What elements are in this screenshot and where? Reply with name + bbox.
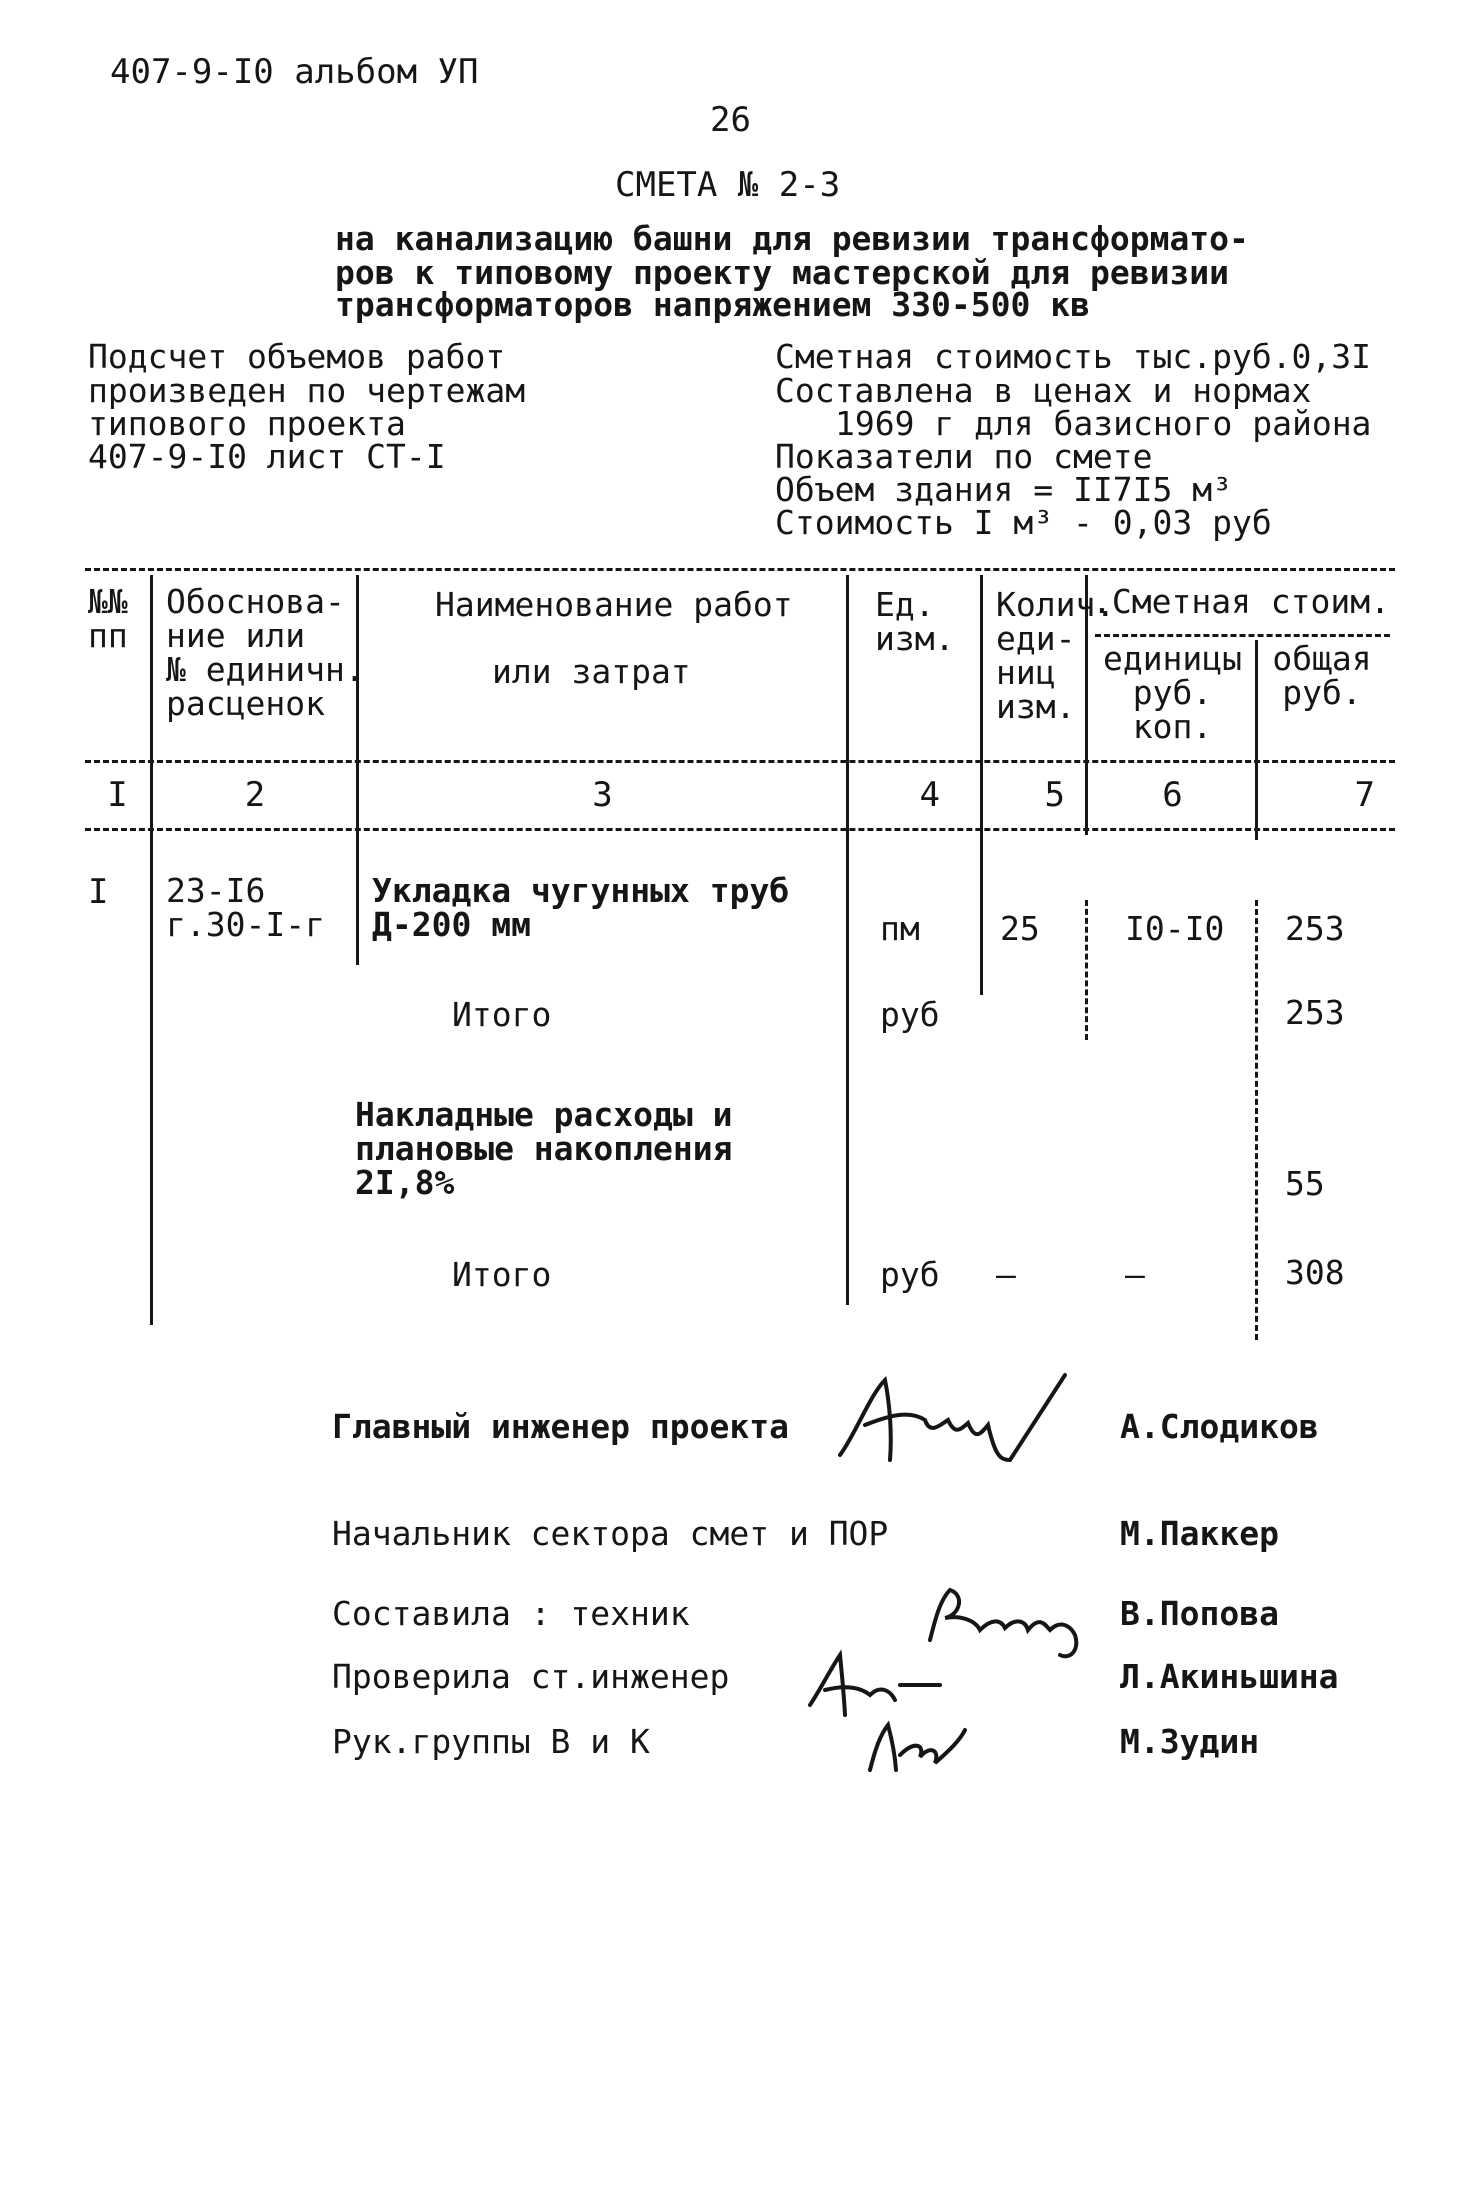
column-number-5: 5 <box>1044 775 1065 815</box>
header-col1 <box>88 582 148 655</box>
row4-unit-cost: – <box>1125 1255 1145 1294</box>
subtitle-line-1: на канализацию башни для ревизии трансформато- <box>335 219 1249 258</box>
row3-total: 55 <box>1285 1164 1325 1203</box>
signature-role-1: Главный инженер проекта <box>332 1407 789 1446</box>
row1-qty: 25 <box>1000 909 1040 948</box>
column-number-6: 6 <box>1162 775 1183 815</box>
column-number-2: 2 <box>244 775 266 815</box>
header-col3-line-1: Наименование работ <box>435 585 793 624</box>
header-col6-line-2: руб. <box>1132 673 1213 712</box>
info-left-line-2: произведен по чертежам <box>88 371 526 410</box>
column-divider-6-lower <box>1255 900 1258 1340</box>
handwritten-signatures-checkers <box>800 1645 1020 1785</box>
row4-total: 308 <box>1285 1253 1345 1292</box>
info-right-line-6: Стоимость I м³ - 0,03 руб <box>775 503 1272 542</box>
row1-basis <box>166 871 325 944</box>
signature-name-4: Л.Акиньшина <box>1120 1657 1339 1696</box>
header-col2-line-4: расценок <box>166 684 325 723</box>
signature-role-5: Рук.группы В и К <box>332 1722 650 1761</box>
row2-unit: руб <box>880 995 940 1034</box>
page-number: 26 <box>710 100 751 140</box>
info-right-line-3: 1969 г для базисного района <box>835 404 1372 443</box>
signature-role-4: Проверила ст.инженер <box>332 1657 730 1696</box>
row3-name-line-2: плановые накопления <box>355 1129 733 1168</box>
header-col7-line-1: общая <box>1272 639 1372 678</box>
header-col6-line-3: коп. <box>1132 707 1213 746</box>
header-col7 <box>1262 639 1382 712</box>
info-left-line-4: 407-9-I0 лист СТ-I <box>88 437 446 476</box>
column-divider-5-lower <box>1085 900 1088 1040</box>
header-col6-line-1: единицы <box>1102 639 1243 678</box>
info-right-line-2: Составлена в ценах и нормах <box>775 371 1312 410</box>
handwritten-signature-chief-engineer <box>830 1365 1080 1475</box>
header-col3-line-2: или затрат <box>492 652 691 691</box>
row2-name: Итого <box>452 995 552 1034</box>
row2-total: 253 <box>1285 993 1345 1032</box>
header-col5-line-3: ниц <box>996 653 1056 692</box>
row1-name-line-2: Д-200 мм <box>372 905 531 944</box>
info-right-line-4: Показатели по смете <box>775 437 1153 476</box>
header-col5-line-4: изм. <box>996 687 1076 726</box>
header-col4 <box>875 585 955 658</box>
header-col2-line-1: Обоснова- <box>166 582 345 621</box>
header-col2 <box>166 582 365 723</box>
header-cost-group: .Сметная стоим. <box>1092 582 1391 621</box>
document-title: СМЕТА № 2-3 <box>615 165 841 205</box>
row4-unit: руб <box>880 1255 940 1294</box>
header-col4-line-1: Ед. <box>875 585 935 624</box>
column-number-3: 3 <box>592 775 613 815</box>
header-bottom-rule <box>85 760 1395 763</box>
column-divider-1 <box>150 575 153 1325</box>
column-divider-4 <box>980 575 983 995</box>
subtitle-line-3: трансформаторов напряжением 330-500 кв <box>335 285 1090 324</box>
row1-unit-cost: I0-I0 <box>1125 909 1225 948</box>
signature-role-3: Составила : техник <box>332 1594 690 1633</box>
signature-name-2: М.Паккер <box>1120 1514 1279 1553</box>
signature-role-2: Начальник сектора смет и ПОР <box>332 1514 889 1553</box>
row1-name-line-1: Укладка чугунных труб <box>372 871 790 910</box>
row3-name <box>355 1095 733 1202</box>
row1-total: 253 <box>1285 909 1345 948</box>
row3-name-line-3: 2I,8% <box>355 1163 455 1202</box>
table-top-rule <box>85 568 1395 571</box>
column-divider-3 <box>846 575 849 1305</box>
header-col1-line-1: №№ <box>88 582 128 621</box>
signature-name-1: А.Слодиков <box>1120 1407 1319 1446</box>
header-col1-line-2: пп <box>88 616 128 655</box>
info-right-line-5: Объем здания = II7I5 м³ <box>775 470 1232 509</box>
header-col6 <box>1090 639 1255 746</box>
info-left-line-3: типового проекта <box>88 404 406 443</box>
header-col5-line-2: еди- <box>996 619 1076 658</box>
info-left-line-1: Подсчет объемов работ <box>88 337 506 376</box>
row1-basis-line-2: г.30-I-г <box>166 905 325 944</box>
subtitle-line-2: ров к типовому проекту мастерской для ревизии <box>335 253 1230 292</box>
column-number-4: 4 <box>919 775 940 815</box>
signature-name-3: В.Попова <box>1120 1594 1279 1633</box>
row1-name <box>372 871 790 944</box>
column-number-7: 7 <box>1354 775 1375 815</box>
info-right-line-1: Сметная стоимость тыс.руб.0,3I <box>775 337 1372 376</box>
header-col2-line-2: ние или <box>166 616 306 655</box>
album-reference: 407-9-I0 альбом УП <box>110 52 479 92</box>
header-col4-line-2: изм. <box>875 619 955 658</box>
column-number-1: I <box>107 775 128 815</box>
row4-qty: – <box>996 1255 1016 1294</box>
row1-basis-line-1: 23-I6 <box>166 871 266 910</box>
row1-num: I <box>88 872 109 912</box>
signature-name-5: М.Зудин <box>1120 1722 1260 1761</box>
row3-name-line-1: Накладные расходы и <box>355 1095 733 1134</box>
header-col5-line-1: Колич. <box>996 585 1116 624</box>
row1-unit: пм <box>880 909 920 948</box>
row4-name: Итого <box>452 1255 552 1294</box>
cost-group-rule <box>1095 634 1390 637</box>
column-divider-6 <box>1255 640 1258 840</box>
header-col7-line-2: руб. <box>1282 673 1362 712</box>
numbers-bottom-rule <box>85 828 1395 831</box>
header-col2-line-3: № единичн. <box>166 650 365 689</box>
